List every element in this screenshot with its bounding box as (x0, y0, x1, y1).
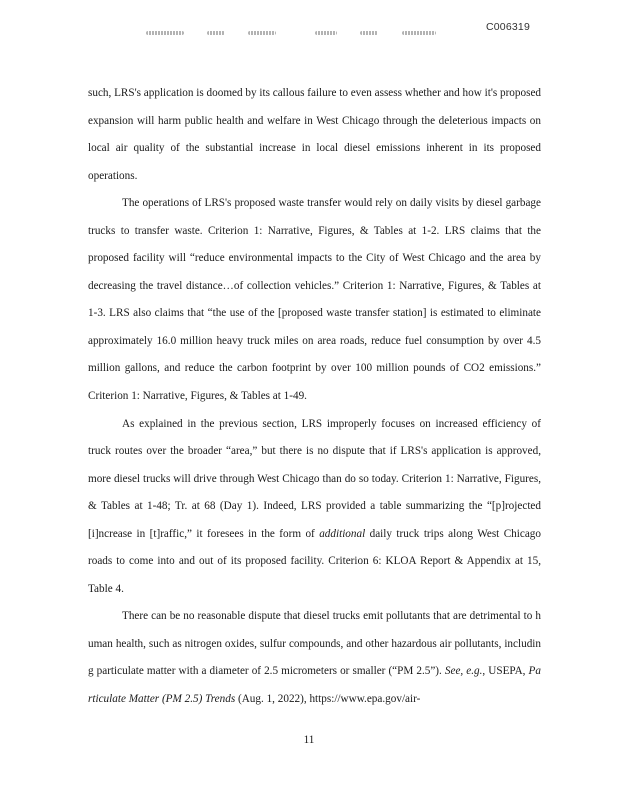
paragraph-text-segment: As explained in the previous section, LRS improperly focuses on increased efficiency of truck routes over the broader “area,” but there is no dispute that if LRS's application is approved, more diesel trucks will drive through West Chicago than do so today. Criterion 1: Narrative, Figures, & Tables at 1-48; Tr. at 68 (Day 1). Indeed, LRS provided a table summarizing the “[p]rojected [i]ncrease in [t]raffic,” it foresees in the form of (88, 417, 541, 540)
paragraph-continuation: such, LRS's application is doomed by its callous failure to even assess whether and how it's proposed expansion will harm public health and welfare in West Chicago through the deleterious impacts on local air quality of the substantial increase in local diesel emissions inherent in its proposed operations. (88, 87, 542, 182)
paragraph-text-segment: daily truck trips along West Chicago roads to come into and out of its proposed facility. Criterion 6: KLOA Report & Appendix at 15, Table 4. (88, 527, 541, 595)
page-number: 11 (303, 734, 315, 746)
paragraph-text-segment: There can be no reasonable dispute that diesel trucks emit pollutants that are detrimental to human health, such as nitrogen oxides, sulfur compounds, and other hazardous air pollutants, including particulate matter with a diameter of 2.5 micrometers or smaller (“PM 2.5”). (88, 610, 541, 678)
emphasis-text: additional (319, 527, 366, 540)
paragraph-diesel-pollutants (88, 603, 541, 713)
citation-signal: See, e.g. (444, 665, 483, 678)
bates-number: C006319 (485, 21, 530, 33)
paragraph-text-segment: (Aug. 1, 2022), https://www.epa.gov/air- (235, 693, 421, 706)
header-redaction-marks (146, 31, 436, 37)
paragraph-traffic-increase (88, 411, 541, 604)
paragraph-operations: The operations of LRS's proposed waste transfer would rely on daily visits by diesel garbage trucks to transfer waste. Criterion 1: Narrative, Figures, & Tables at 1-2. LRS claims that the proposed facility will “reduce environmental impacts to the City of West Chicago and the area by decreasing the travel distance…of collection vehicles.” Criterion 1: Narrative, Figures, & Tables at 1-3. LRS also claims that “the use of the [proposed waste transfer station] is estimated to eliminate approximately 16.0 million heavy truck miles on area roads, reduce fuel consumption by over 4.5 million gallons, and reduce the carbon footprint by over 100 million pounds of CO2 emissions.” Criterion 1: Narrative, Figures, & Tables at 1-49. (88, 197, 541, 403)
body-text (88, 80, 541, 714)
citation-source-title: Particulate Matter (PM 2.5) Trends (88, 665, 541, 706)
paragraph-text-segment: , USEPA, (482, 665, 529, 678)
